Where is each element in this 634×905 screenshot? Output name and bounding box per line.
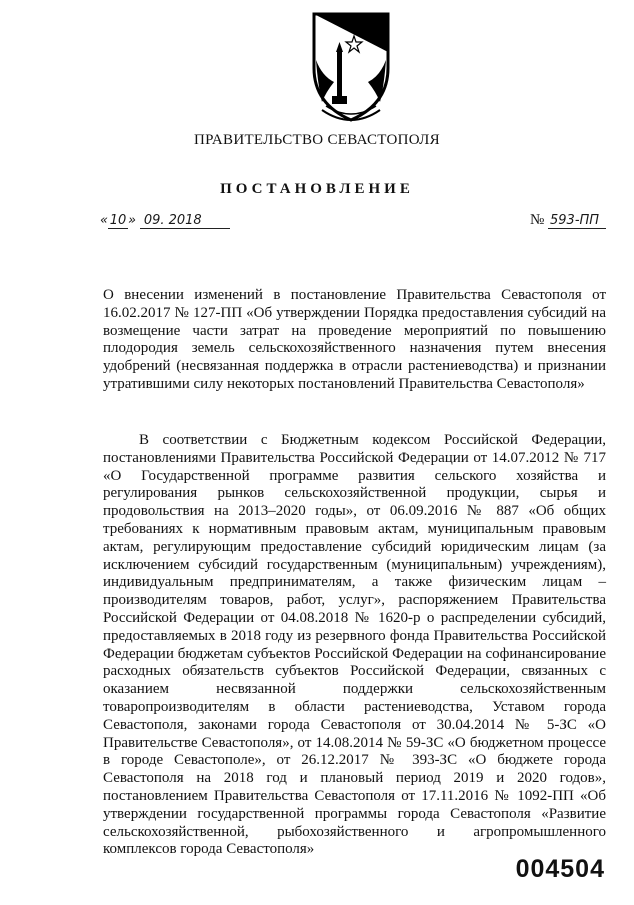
number-prefix: №: [529, 212, 545, 228]
document-number: [530, 212, 606, 229]
body-paragraph: В соответствии с Бюджетным кодексом Российской Федерации, постановлениями Правительства Российской Федерации от 14.07.2012 № 717 «О Государственной программе развития сельского хозяйства и регулирования рынков сельскохозяйственной продукции, сырья и продовольствия на 2013–2020 годы», от 06.09.2016 № 887 «Об общих требованиях к нормативным правовым актам, муниципальным правовым актам, регулирующим предоставление субсидий юридическим лицам (за исключением субсидий государственным (муниципальным) учреждениям), индивидуальным предпринимателям, а также физическим лицам – производителям товаров, работ, услуг», распоряжением Правительства Российской Федерации от 04.08.2018 № 1620-р о распределении субсидий, предоставляемых в 2018 году из резервного фонда Правительства Российской Федерации бюджетам субъектов Российской Федерации на софинансирование расходных обязательств субъектов Российской Федерации, связанных с оказанием несвязанной поддержки сельскохозяйственным товаропроизводителям в области растениеводства, Уставом города Севастополя, законами города Севастополя от 30.04.2014 № 5-ЗС «О Правительстве Севастополя», от 14.08.2014 № 59-ЗС «О бюджетном процессе в городе Севастополе», от 26.12.2017 № 393-ЗС «О бюджете города Севастополя на 2018 год и плановый период 2019 и 2020 годов», постановлением Правительства Севастополя от 17.11.2016 № 1092-ПП «Об утверждении государственной программы города Севастополя «Развитие сельскохозяйственной, рыбохозяйственного и агропромышленного комплексов города Севастополя»: [103, 432, 606, 858]
document-subject: О внесении изменений в постановление Правительства Севастополя от 16.02.2017 № 127-ПП «Об утверждении Порядка предоставления субсидий на возмещение части затрат на проведение мероприятий по повышению плодородия земель сельскохозяйственного назначения путем внесения удобрений (несвязанная поддержка в отрасли растениеводства) и признании утратившими силу некоторых постановлений Правительства Севастополя»: [103, 287, 606, 392]
sevastopol-coat-of-arms-icon: [292, 6, 410, 126]
document-type: ПОСТАНОВЛЕНИЕ: [220, 181, 414, 197]
serial-number: 004504: [515, 855, 605, 883]
government-name: ПРАВИТЕЛЬСТВО СЕВАСТОПОЛЯ: [194, 132, 440, 148]
date-close-quote: »: [128, 213, 137, 228]
date-day: 10: [109, 213, 127, 228]
date-open-quote: «: [100, 213, 109, 228]
number-value: 593-ПП: [548, 213, 606, 229]
document-date: [100, 212, 230, 229]
date-month-year: 09. 2018: [140, 213, 230, 229]
